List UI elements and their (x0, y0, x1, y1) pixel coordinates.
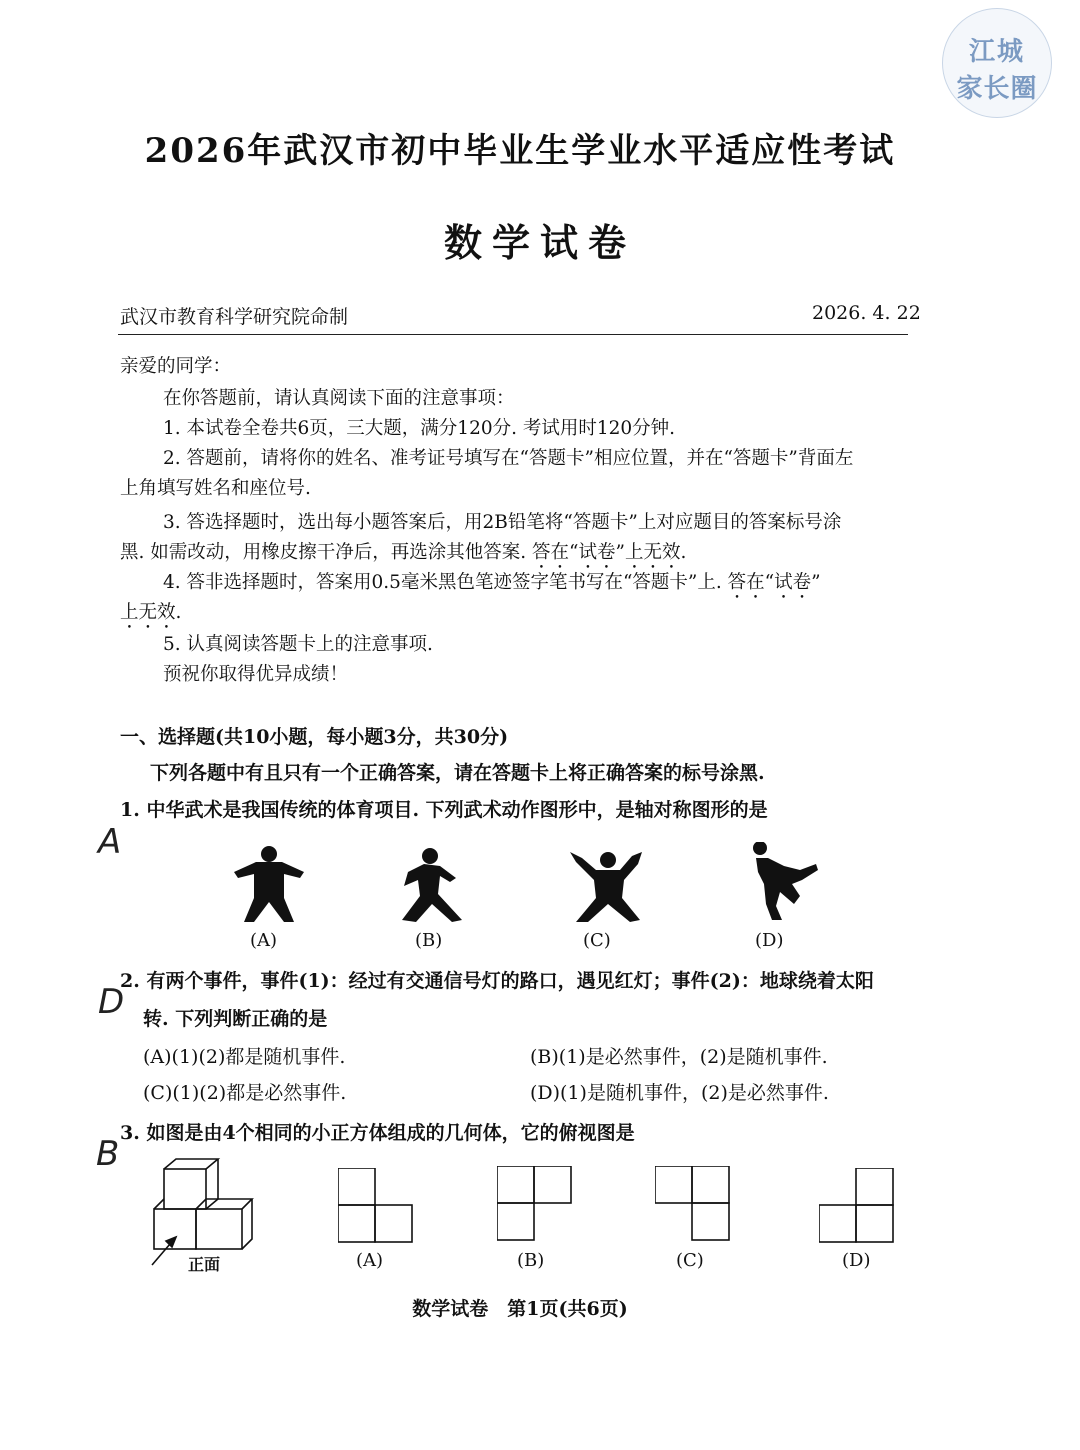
watermark-line2: 家长圈 (956, 74, 1038, 104)
q3-option-d-figure (819, 1168, 899, 1248)
question-3-stem: 3. 如图是由4个相同的小正方体组成的几何体，它的俯视图是 (120, 1122, 635, 1144)
figure-d (753, 842, 818, 920)
emphasis-text: 上无效 (120, 602, 176, 623)
q2-option-a: (A)(1)(2)都是随机事件. (143, 1046, 346, 1068)
figure-a (234, 846, 304, 922)
good-luck: 预祝你取得优异成绩！ (163, 664, 349, 685)
front-view-label: 正面 (188, 1255, 221, 1274)
question-1-stem: 1. 中华武术是我国传统的体育项目. 下列武术动作图形中，是轴对称图形的是 (120, 799, 768, 821)
emphasis-text: 答在“试卷” (727, 572, 821, 593)
q3-option-b-figure (497, 1166, 577, 1246)
issuer: 武汉市教育科学研究院命制 (120, 306, 349, 328)
notice-item-4-cont: 上无效. (120, 602, 182, 623)
figure-c (570, 852, 642, 922)
q2-option-b: (B)(1)是必然事件，(2)是随机事件. (530, 1046, 828, 1068)
q3-label-d: (D) (842, 1250, 871, 1271)
question-2-stem: 2. 有两个事件，事件(1)：经过有交通信号灯的路口，遇见红灯；事件(2)：地球绕着太阳 (120, 970, 874, 992)
notice-item-1: 1. 本试卷全卷共6页，三大题，满分120分. 考试用时120分钟. (163, 418, 676, 439)
question-2-stem-cont: 转. 下列判断正确的是 (143, 1008, 328, 1030)
q2-option-d: (D)(1)是随机事件，(2)是必然事件. (530, 1082, 829, 1104)
paper-subject: 数学试卷 (443, 220, 636, 265)
q1-figures (228, 842, 828, 927)
section-instruction: 下列各题中有且只有一个正确答案，请在答题卡上将正确答案的标号涂黑. (150, 762, 765, 784)
watermark-stamp (942, 8, 1052, 118)
q2-option-c: (C)(1)(2)都是必然事件. (143, 1082, 347, 1104)
q1-label-d: (D) (755, 930, 784, 951)
q3-label-c: (C) (676, 1250, 704, 1271)
notice-item-3-cont: 黑. 如需改动，用橡皮擦干净后，再选涂其他答案. 答在“试卷”上无效. (120, 542, 687, 563)
emphasis-text: 答在“试卷”上无效 (532, 542, 681, 563)
exam-date: 2026. 4. 22 (812, 302, 921, 324)
notice-item-3: 3. 答选择题时，选出每小题答案后，用2B铅笔将“答题卡”上对应题目的答案标号涂 (163, 512, 842, 533)
q3-label-b: (B) (517, 1250, 545, 1271)
handwritten-answer-2: D (98, 982, 125, 1022)
figure-b (402, 848, 462, 922)
notice-item-2: 2. 答题前，请将你的姓名、准考证号填写在“答题卡”相应位置，并在“答题卡”背面左 (163, 448, 854, 469)
q3-option-a-figure (338, 1168, 418, 1248)
q3-label-a: (A) (356, 1250, 384, 1271)
watermark-line1: 江城 (968, 37, 1025, 67)
q1-label-c: (C) (583, 930, 611, 951)
q1-label-a: (A) (250, 930, 278, 951)
notice-item-2-cont: 上角填写姓名和座位号. (120, 478, 311, 499)
q1-label-b: (B) (415, 930, 443, 951)
section-heading: 一、选择题(共10小题，每小题3分，共30分) (120, 726, 509, 748)
greeting: 亲爱的同学： (120, 356, 232, 377)
header-divider (118, 334, 908, 335)
q3-option-c-figure (655, 1166, 735, 1246)
exam-title: 2026年武汉市初中毕业生学业水平适应性考试 (144, 131, 896, 171)
handwritten-answer-3: B (96, 1134, 120, 1174)
notice-item-4: 4. 答非选择题时，答案用0.5毫米黑色笔迹签字笔书写在“答题卡”上. 答在“试卷” (163, 572, 821, 593)
page-footer: 数学试卷 第1页(共6页) (412, 1298, 628, 1320)
notice-intro: 在你答题前，请认真阅读下面的注意事项： (163, 388, 515, 409)
notice-item-5: 5. 认真阅读答题卡上的注意事项. (163, 634, 433, 655)
handwritten-answer-1: A (98, 822, 122, 862)
